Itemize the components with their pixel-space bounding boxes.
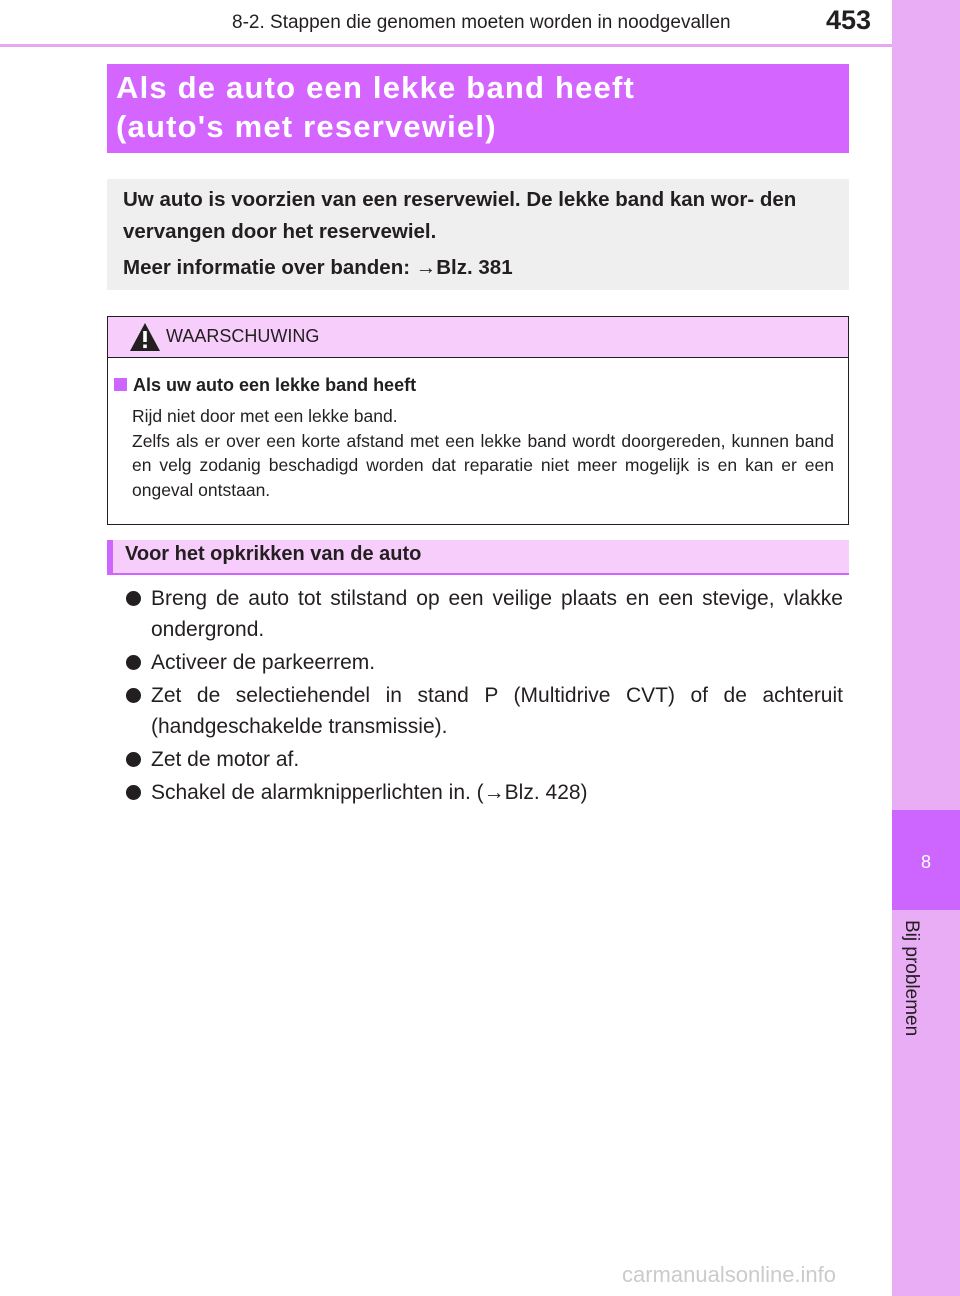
chapter-tab [892,810,960,910]
warning-title: WAARSCHUWING [166,326,320,346]
page-title-line-1: Als de auto een lekke band heeft [116,70,636,105]
intro-reference: Meer informatie over banden: →Blz. 381 [123,256,513,279]
chapter-number: 8 [920,852,931,872]
list-item-text: Activeer de parkeerrem. [151,651,376,674]
running-header: 8-2. Stappen die genomen moeten worden in noodgevallen [232,12,731,33]
chapter-label: Bij problemen [901,920,922,1037]
bullet-dot-icon [126,688,141,703]
warning-body [132,404,834,502]
list-item [124,647,843,678]
list-item-text: Zet de selectiehendel in stand P (Multidrive CVT) of de achteruit (handgeschakelde transmissie). [151,684,843,738]
side-tab [892,0,960,1296]
page-number: 453 [826,5,872,35]
list-item-text: Schakel de alarmknipperlichten in. (→Blz. 428) [151,781,588,804]
watermark: carmanualsonline.info [622,1262,837,1287]
warning-body-line-2: Zelfs als er over een korte afstand met een lekke band wordt doorgereden, kunnen band en velg zodanig beschadigd worden dat reparatie niet meer mogelijk is en kan er een ongeval ontstaan. [132,430,834,500]
intro-box [107,179,849,290]
bullet-dot-icon [126,785,141,800]
header-divider [0,44,892,47]
main-title-banner [107,64,849,153]
list-item [124,583,843,645]
bullet-dot-icon [126,591,141,606]
bullet-dot-icon [126,752,141,767]
warning-subheading-text: Als uw auto een lekke band heeft [133,375,417,395]
section-accent-bar [107,540,113,573]
list-item [124,744,843,775]
bullet-list [124,583,843,810]
page-title-line-2: (auto's met reservewiel) [116,109,497,144]
list-item-text: Zet de motor af. [151,748,300,771]
list-item-text: Breng de auto tot stilstand op een veilige plaats en een stevige, vlakke ondergrond. [151,587,843,641]
warning-body-line-1: Rijd niet door met een lekke band. [132,406,398,426]
page-title [116,68,839,146]
list-item [124,680,843,742]
bullet-dot-icon [126,655,141,670]
warning-header [108,317,848,358]
list-item [124,777,843,808]
square-bullet-icon [114,378,127,391]
warning-box [107,316,849,525]
section-title: Voor het opkrikken van de auto [125,543,422,565]
warning-triangle-icon [128,320,162,354]
warning-subheading [114,375,416,396]
section-heading-bar [107,540,849,575]
intro-text: Uw auto is voorzien van een reservewiel. De lekke band kan wor- den vervangen door het reservewiel. [123,188,797,243]
